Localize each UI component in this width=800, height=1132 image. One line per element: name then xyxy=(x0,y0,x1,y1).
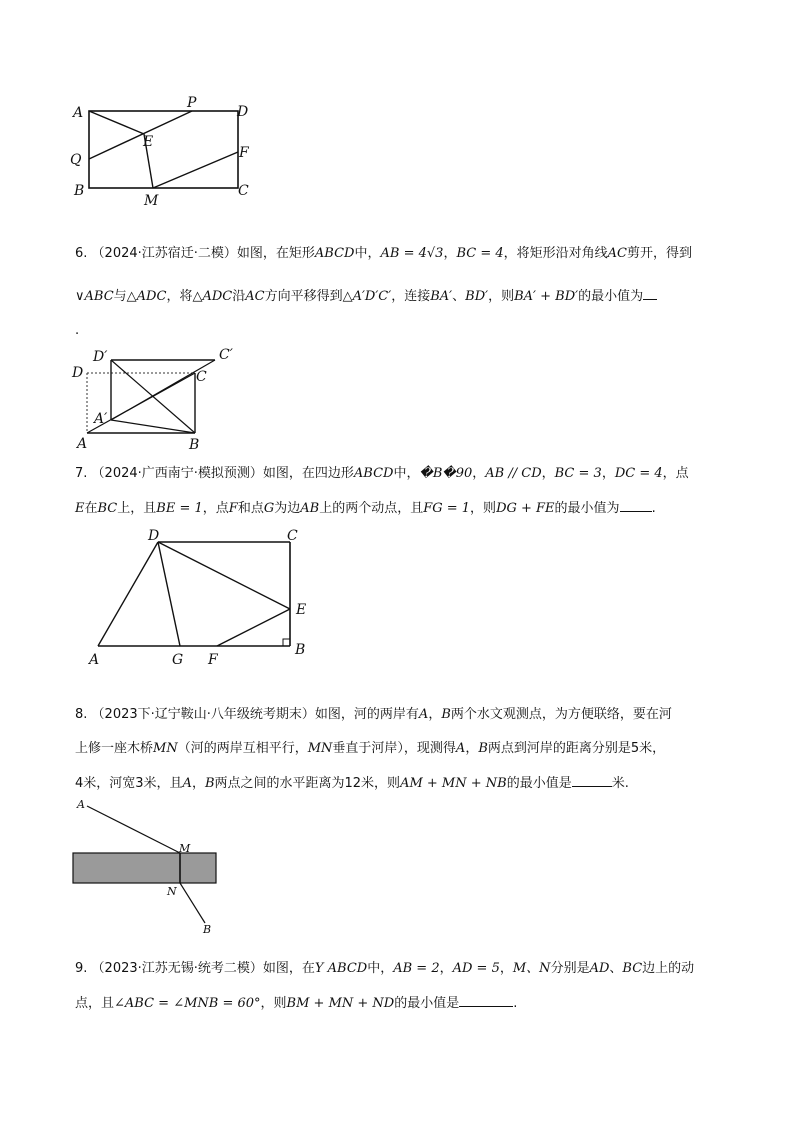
math: AD xyxy=(589,961,610,976)
figure-translated-rectangle xyxy=(65,345,245,453)
text: ， xyxy=(499,961,513,976)
problem-8-line-3 xyxy=(75,774,629,793)
label-d: D xyxy=(72,365,84,381)
text: 剪开，得到 xyxy=(626,246,692,261)
label-a: A xyxy=(73,105,84,121)
label-c: C xyxy=(287,528,298,544)
problem-number: 9. xyxy=(75,961,88,976)
segment-fe xyxy=(217,609,290,646)
math: AB = 2 xyxy=(393,961,440,976)
text: 如图，在 xyxy=(262,961,315,976)
river xyxy=(73,853,216,883)
text: ， xyxy=(465,741,479,756)
problem-source: （2023·江苏无锡·统考二模） xyxy=(91,961,263,976)
text: 的最小值为 xyxy=(554,501,620,516)
math: B xyxy=(204,776,215,791)
math: DG + FE xyxy=(496,501,555,516)
label-g: G xyxy=(172,652,184,668)
text: 的最小值是 xyxy=(506,776,572,791)
text: 沿 xyxy=(232,289,246,304)
label-b: B xyxy=(74,183,85,199)
text: ，点 xyxy=(202,501,229,516)
math: AB = 4√3 xyxy=(380,246,444,261)
label-b: B xyxy=(189,437,200,453)
text: ， xyxy=(472,466,486,481)
label-q: Q xyxy=(70,152,82,168)
text: 的最小值是 xyxy=(394,996,460,1011)
text: 点，且 xyxy=(75,996,115,1011)
math: BM + MN + ND xyxy=(286,996,395,1011)
text: 中， xyxy=(354,246,381,261)
text: ， xyxy=(443,246,457,261)
label-e: E xyxy=(143,134,154,150)
text: 4米，河宽3米，且 xyxy=(75,776,183,791)
problem-6-line-1 xyxy=(75,245,692,263)
text: 为边 xyxy=(274,501,301,516)
segment-mf xyxy=(153,152,238,188)
math: MN xyxy=(153,741,178,756)
math: MN xyxy=(307,741,333,756)
problem-number: 7. xyxy=(75,466,88,481)
text: 和点 xyxy=(237,501,264,516)
text: 方向平移得到 xyxy=(264,289,343,304)
label-b: B xyxy=(203,923,212,936)
text: 两点之间的水平距离为12米，则 xyxy=(214,776,401,791)
text: 边上的动 xyxy=(642,961,695,976)
math: BE = 1 xyxy=(156,501,203,516)
problem-source: （2024·广西南宁·模拟预测） xyxy=(91,466,263,481)
math: BC xyxy=(622,961,643,976)
answer-blank xyxy=(572,774,612,787)
segment-ad xyxy=(98,542,158,646)
text: 的最小值为 xyxy=(578,289,644,304)
math: ∠ABC = ∠MNB = 60° xyxy=(114,996,261,1011)
label-m: M xyxy=(144,193,159,209)
text: 上修一座木桥 xyxy=(75,741,154,756)
text: 两点到河岸的距离分别是5米， xyxy=(487,741,666,756)
problem-6-line-3 xyxy=(75,322,79,340)
math: B xyxy=(441,707,451,722)
math: A xyxy=(418,707,429,722)
label-c: C xyxy=(196,369,207,385)
math: AC xyxy=(607,246,627,261)
text: 如图，在四边形 xyxy=(262,466,354,481)
label-p: P xyxy=(187,95,197,111)
label-e: E xyxy=(296,602,307,618)
text: ， xyxy=(428,707,442,722)
text: 中， xyxy=(393,466,420,481)
label-f: F xyxy=(208,652,218,668)
math: △ADC xyxy=(192,289,233,304)
math: F xyxy=(228,501,238,516)
math: M、N xyxy=(512,961,551,976)
text: 中， xyxy=(367,961,394,976)
text: 与 xyxy=(113,289,127,304)
label-a: A xyxy=(77,798,85,811)
answer-blank xyxy=(643,287,657,300)
text: ，连接 xyxy=(391,289,431,304)
label-a: A xyxy=(77,436,88,452)
text: ，则 xyxy=(260,996,287,1011)
text: 上的两个动点，且 xyxy=(319,501,424,516)
text: 如图，在矩形 xyxy=(236,246,315,261)
label-m: M xyxy=(179,842,191,855)
math: BC xyxy=(97,501,118,516)
math: Y ABCD xyxy=(314,961,368,976)
math: B xyxy=(478,741,488,756)
label-f: F xyxy=(239,145,249,161)
label-a: A xyxy=(89,652,100,668)
math: BD′ xyxy=(465,289,489,304)
text: 垂直于河岸），现测得 xyxy=(332,741,456,756)
label-ap: A′ xyxy=(94,411,108,427)
problem-source: （2023下·辽宁鞍山·八年级统考期末） xyxy=(91,707,315,722)
problem-8-line-1 xyxy=(75,706,672,724)
math: �B�90 xyxy=(419,466,473,481)
text: 如图，河的两岸有 xyxy=(314,707,419,722)
segment-nb xyxy=(180,883,205,923)
text: . xyxy=(513,996,518,1011)
right-angle-mark xyxy=(283,639,290,646)
text: （河的两岸互相平行， xyxy=(177,741,308,756)
problem-9-line-1 xyxy=(75,960,694,978)
math: G xyxy=(263,501,275,516)
text: 米. xyxy=(611,776,629,791)
text: ， xyxy=(191,776,205,791)
rectangle-abcd xyxy=(89,111,238,188)
figure-trapezoid xyxy=(80,528,320,670)
text: ，将矩形沿对角线 xyxy=(503,246,608,261)
text: . xyxy=(651,501,656,516)
text: 上，且 xyxy=(117,501,157,516)
math: AC xyxy=(245,289,265,304)
label-c: C xyxy=(238,183,249,199)
math: △ADC xyxy=(126,289,167,304)
problem-6-line-2 xyxy=(75,287,657,306)
figure-river-bridge xyxy=(65,795,235,937)
label-dp: D′ xyxy=(93,349,108,365)
math: ∨ABC xyxy=(75,289,114,304)
label-cp: C′ xyxy=(219,347,233,363)
text: ，则 xyxy=(488,289,515,304)
problem-number: 8. xyxy=(75,707,88,722)
math: E xyxy=(75,501,85,516)
math: FG = 1 xyxy=(423,501,471,516)
text: . xyxy=(75,323,80,338)
math: A xyxy=(455,741,466,756)
math: AB xyxy=(300,501,320,516)
math: A xyxy=(182,776,192,791)
math: BA′ + BD′ xyxy=(514,289,579,304)
text: ， xyxy=(601,466,615,481)
text: 在 xyxy=(84,501,98,516)
math: AD = 5 xyxy=(452,961,500,976)
label-b: B xyxy=(295,642,306,658)
segment-dg xyxy=(158,542,180,646)
answer-blank xyxy=(620,499,652,512)
math: BC = 4 xyxy=(456,246,504,261)
problem-7-line-1 xyxy=(75,465,689,483)
label-n: N xyxy=(167,885,177,898)
text: 、 xyxy=(609,961,623,976)
segment-de xyxy=(158,542,290,609)
text: ，点 xyxy=(662,466,689,481)
text: ，则 xyxy=(470,501,497,516)
label-d: D xyxy=(237,104,249,120)
math: △A′D′C′ xyxy=(342,289,392,304)
segment-am xyxy=(87,806,180,853)
text: ， xyxy=(541,466,555,481)
text: 分别是 xyxy=(550,961,590,976)
problem-number: 6. xyxy=(75,246,88,261)
math: BC = 3 xyxy=(554,466,602,481)
answer-blank xyxy=(459,994,513,1007)
text: 、 xyxy=(452,289,466,304)
problem-8-line-2 xyxy=(75,740,665,758)
math: ABCD xyxy=(353,466,394,481)
problem-7-line-2 xyxy=(75,499,656,518)
problem-9-line-2 xyxy=(75,994,517,1013)
label-d: D xyxy=(148,528,160,544)
figure-rectangle-apd xyxy=(60,90,260,210)
math: AB // CD xyxy=(485,466,542,481)
math: BA′ xyxy=(430,289,453,304)
segment-ae xyxy=(89,111,144,134)
math: ABCD xyxy=(314,246,355,261)
math: AM + MN + NB xyxy=(400,776,507,791)
text: 两个水文观测点，为方便联络，要在河 xyxy=(450,707,672,722)
text: ，将 xyxy=(166,289,193,304)
problem-source: （2024·江苏宿迁·二模） xyxy=(91,246,237,261)
math: DC = 4 xyxy=(614,466,663,481)
text: ， xyxy=(439,961,453,976)
